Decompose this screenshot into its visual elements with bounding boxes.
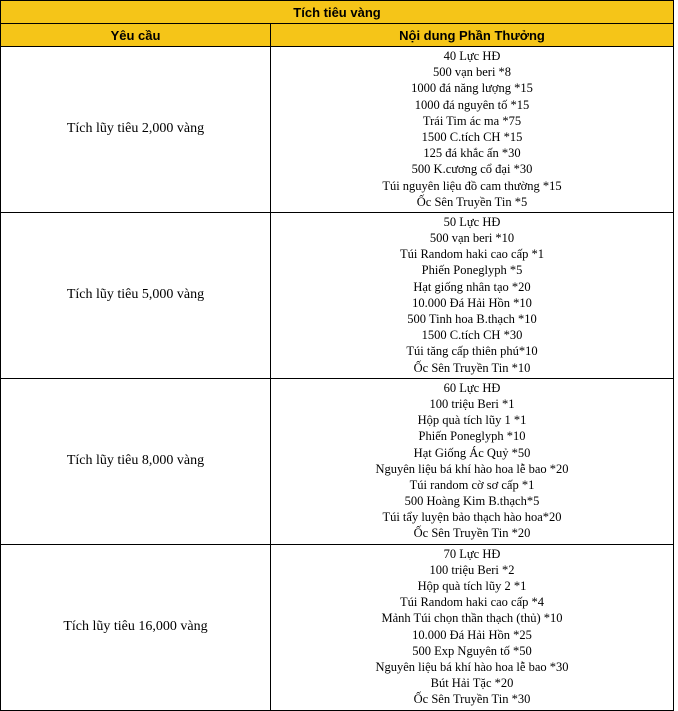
table-title: Tích tiêu vàng [1, 1, 674, 24]
table-row [1, 378, 674, 544]
reward-item: Hạt Giống Ác Quỷ *50 [413, 445, 531, 460]
reward-item: Bút Hải Tặc *20 [430, 676, 514, 691]
table-row [1, 212, 674, 378]
reward-item: Túi tăng cấp thiên phú*10 [406, 344, 538, 359]
requirement-cell: Tích lũy tiêu 8,000 vàng [1, 378, 271, 544]
table-body [1, 47, 674, 711]
reward-item: 60 Lực HĐ [443, 380, 501, 395]
reward-list [271, 47, 674, 213]
reward-list [271, 212, 674, 378]
reward-item: Phiến Poneglyph *5 [421, 263, 523, 278]
reward-item: Ốc Sên Truyền Tin *10 [413, 360, 531, 375]
reward-item: 100 triệu Beri *2 [429, 562, 515, 577]
reward-item: Phiến Poneglyph *10 [418, 429, 526, 444]
reward-item: Túi nguyên liệu đồ cam thường *15 [382, 178, 562, 193]
reward-item: 1000 đá năng lượng *15 [411, 81, 533, 96]
reward-item: 1500 C.tích CH *30 [421, 328, 523, 343]
reward-item: Ốc Sên Truyền Tin *30 [413, 692, 531, 707]
requirement-cell: Tích lũy tiêu 5,000 vàng [1, 212, 271, 378]
reward-item: Ốc Sên Truyền Tin *20 [413, 526, 531, 541]
reward-list [271, 544, 674, 710]
reward-item: 500 Exp Nguyên tố *50 [412, 643, 532, 658]
reward-item: Túi Random haki cao cấp *4 [399, 595, 545, 610]
reward-item: 1500 C.tích CH *15 [421, 129, 523, 144]
reward-item: 500 K.cương cổ đại *30 [411, 162, 533, 177]
requirement-header: Yêu cầu [1, 24, 271, 47]
reward-item: Trái Tim ác ma *75 [422, 113, 522, 128]
reward-item: 125 đá khắc ấn *30 [423, 146, 521, 161]
reward-item: Nguyên liệu bá khí hào hoa lễ bao *20 [375, 461, 569, 476]
reward-item: 500 Tinh hoa B.thạch *10 [407, 312, 537, 326]
reward-item: Túi Random haki cao cấp *1 [399, 247, 545, 262]
reward-item: Hộp quà tích lũy 1 *1 [417, 413, 527, 428]
table-row [1, 544, 674, 710]
reward-header: Nội dung Phần Thưởng [271, 24, 674, 47]
reward-item: 40 Lực HĐ [443, 49, 501, 63]
reward-list [271, 378, 674, 544]
requirement-cell: Tích lũy tiêu 2,000 vàng [1, 47, 271, 213]
reward-item: 100 triệu Beri *1 [429, 396, 515, 411]
reward-item: Túi tẩy luyện bảo thạch hào hoa*20 [382, 510, 562, 525]
reward-item: 1000 đá nguyên tố *15 [414, 97, 530, 112]
reward-item: Túi random cờ sơ cấp *1 [409, 477, 535, 492]
reward-item: 70 Lực HĐ [443, 546, 501, 561]
table-row [1, 47, 674, 213]
reward-item: 500 vạn beri *8 [432, 65, 512, 80]
reward-item: 500 Hoàng Kim B.thạch*5 [404, 494, 540, 509]
reward-item: Ốc Sên Truyền Tin *5 [416, 194, 528, 209]
requirement-cell: Tích lũy tiêu 16,000 vàng [1, 544, 271, 710]
reward-item: Nguyên liệu bá khí hào hoa lễ bao *30 [375, 659, 569, 674]
reward-item: 500 vạn beri *10 [429, 231, 515, 246]
reward-item: 10.000 Đá Hải Hồn *10 [412, 295, 532, 310]
reward-item: Mảnh Túi chọn thần thạch (thủ) *10 [381, 611, 563, 626]
reward-item: Hộp quà tích lũy 2 *1 [417, 579, 527, 593]
reward-item: 10.000 Đá Hải Hồn *25 [412, 627, 532, 642]
reward-item: 50 Lực HĐ [443, 214, 501, 229]
reward-item: Hạt giống nhân tạo *20 [413, 279, 531, 294]
